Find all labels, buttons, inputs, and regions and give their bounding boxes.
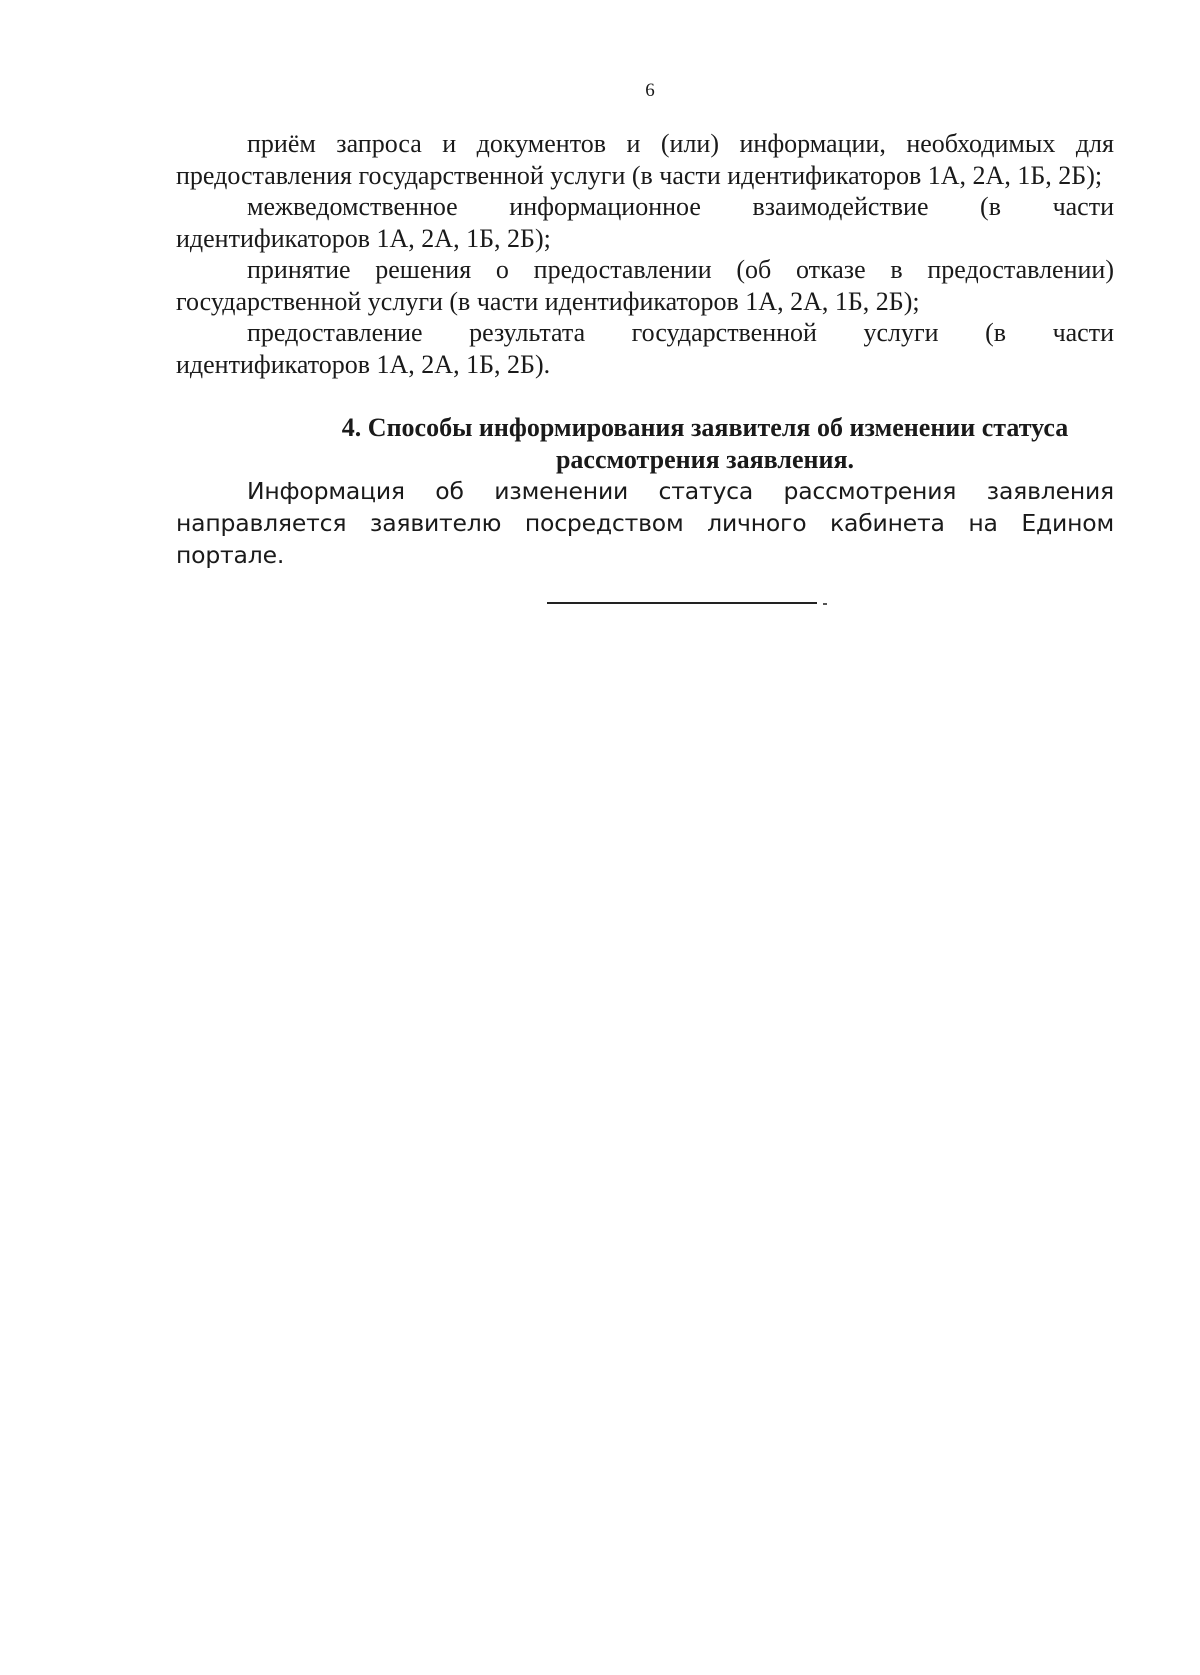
list-item: приём запроса и документов и (или) информации, необходимых для предоставления государственной услуги (в части идентификаторов 1А, 2А, 1Б, 2Б); [176, 129, 1114, 190]
section-body: Информация об изменении статуса рассмотрения заявления направляется заявителю посредством личного кабинета на Едином портале. [176, 477, 1114, 569]
section-heading-line-2: рассмотрения заявления. [555, 444, 855, 474]
section-heading [176, 412, 1114, 475]
end-of-document-rule [547, 602, 817, 604]
list-item: предоставление результата государственной услуги (в части идентификаторов 1А, 2А, 1Б, 2Б). [176, 318, 1114, 379]
section-heading-line-1: 4. Способы информирования заявителя об изменении статуса [341, 413, 1069, 442]
document-body [176, 128, 1114, 571]
page-number: 6 [645, 80, 655, 101]
list-item: принятие решения о предоставлении (об отказе в предоставлении) государственной услуги (в части идентификаторов 1А, 2А, 1Б, 2Б); [176, 255, 1114, 316]
list-item: межведомственное информационное взаимодействие (в части идентификаторов 1А, 2А, 1Б, 2Б); [176, 192, 1114, 253]
